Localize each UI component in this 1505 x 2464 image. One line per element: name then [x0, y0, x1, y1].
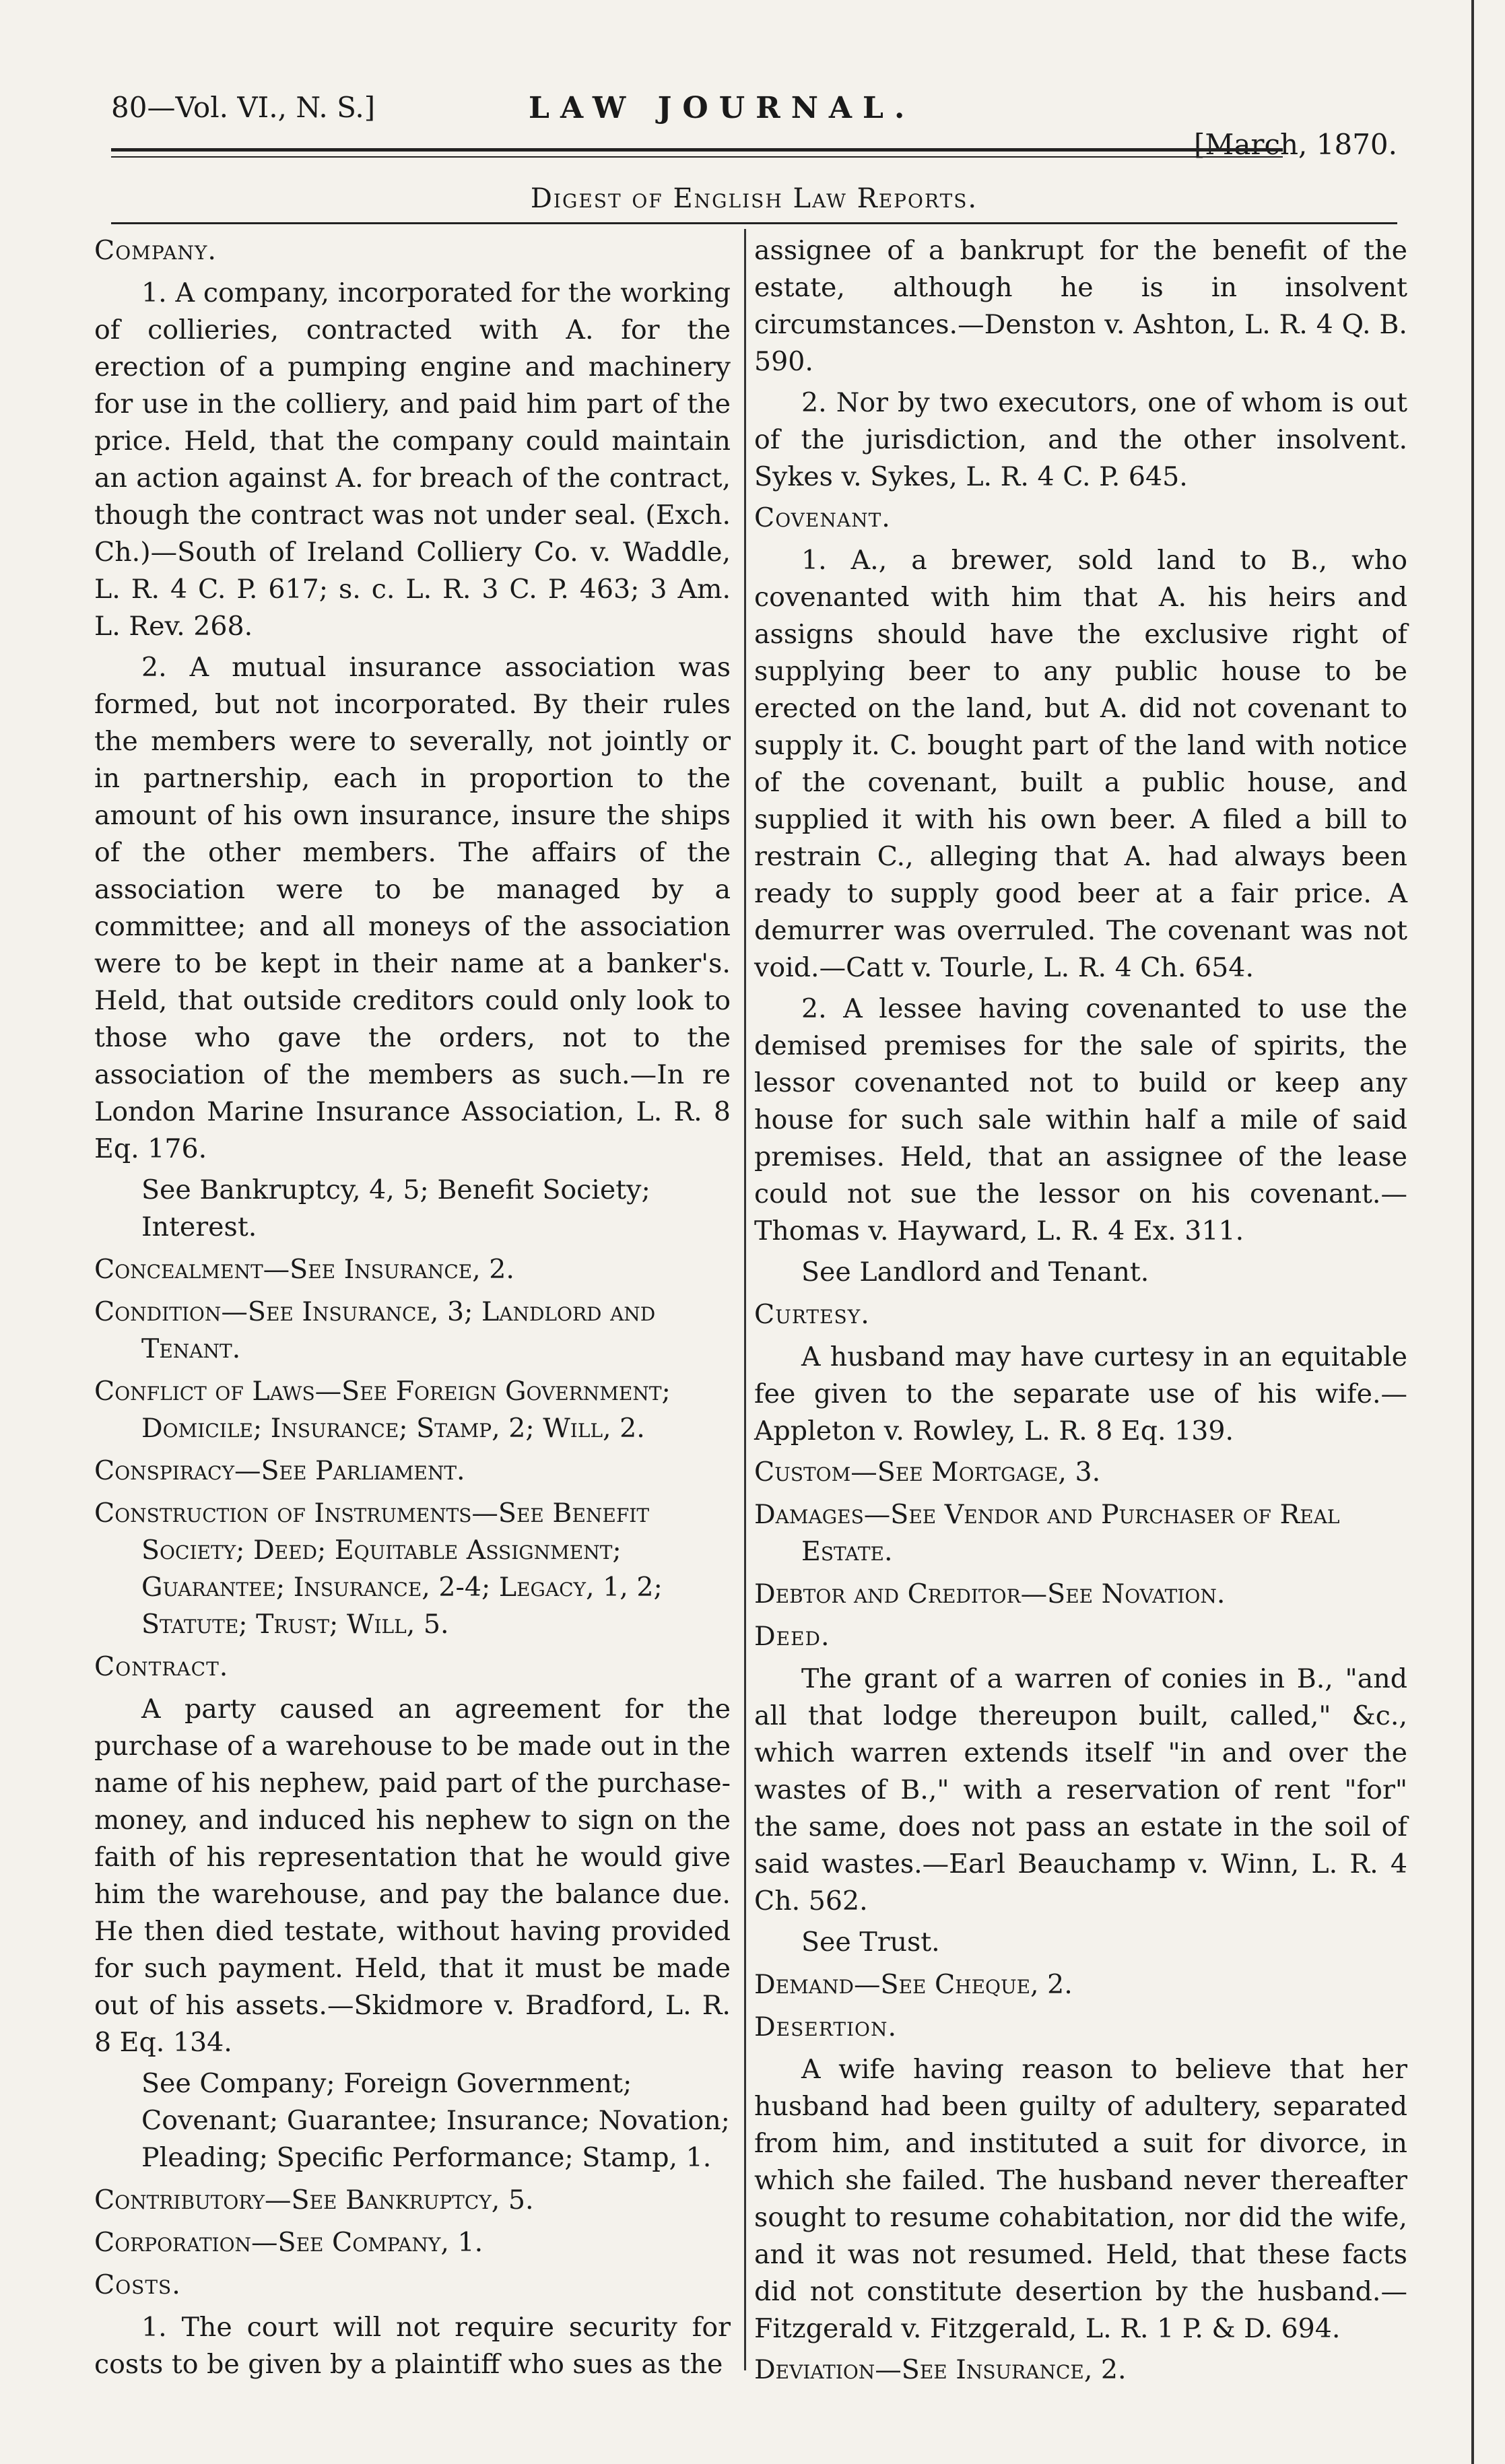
digest-entry: Demand—See Cheque, 2.	[754, 1969, 1073, 2000]
digest-heading: Curtesy.	[754, 1299, 870, 1330]
digest-entry: See Bankruptcy, 4, 5; Benefit Society; Interest.	[141, 1174, 650, 1242]
digest-heading: Company.	[94, 235, 217, 266]
digest-entry: A wife having reason to believe that her husband had been guilty of adultery, separated from him, and instituted a suit for divorce, in which she failed. The husband never thereafter sought to resume cohabitation, nor did the wife, and it was not resumed. Held, that these facts did not constitute desertion by the husband.—Fitzgerald v. Fitzgerald, L. R. 1 P. & D. 694.	[754, 2054, 1407, 2344]
header-date: [March, 1870.	[1193, 128, 1397, 161]
digest-entry: A husband may have curtesy in an equitable fee given to the separate use of his wife.—Appleton v. Rowley, L. R. 8 Eq. 139.	[754, 1341, 1407, 1446]
section-title: Digest of English Law Reports.	[530, 183, 978, 214]
digest-entry: Damages—See Vendor and Purchaser of Real Estate.	[754, 1499, 1340, 1567]
right-column	[754, 232, 1407, 2394]
digest-heading: Costs.	[94, 2269, 181, 2300]
digest-entry: Deviation—See Insurance, 2.	[754, 2354, 1127, 2385]
digest-entry: Corporation—See Company, 1.	[94, 2227, 483, 2258]
digest-entry: 1. A company, incorporated for the working of collieries, contracted with A. for the erection of a pumping engine and machinery for use in the colliery, and paid him part of the price. Held, that the company could maintain an action against A. for breach of the contract, though the contract was not under seal. (Exch. Ch.)—South of Ireland Colliery Co. v. Waddle, L. R. 4 C. P. 617; s. c. L. R. 3 C. P. 463; 3 Am. L. Rev. 268.	[94, 277, 731, 642]
header-rule	[111, 148, 1283, 152]
digest-entry: Construction of Instruments—See Benefit Society; Deed; Equitable Assignment; Guarantee; Insurance, 2-4; Legacy, 1, 2; Statute; Trust; Will, 5.	[94, 1498, 663, 1640]
journal-title: LAW JOURNAL.	[529, 91, 916, 125]
digest-heading: Covenant.	[754, 502, 891, 533]
digest-entry: Conspiracy—See Parliament.	[94, 1455, 465, 1486]
digest-entry: See Company; Foreign Government; Covenant; Guarantee; Insurance; Novation; Pleading; Specific Performance; Stamp, 1.	[141, 2068, 730, 2173]
section-rule	[111, 222, 1397, 224]
digest-entry: 1. A., a brewer, sold land to B., who covenanted with him that A. his heirs and assigns should have the exclusive right of supplying beer to any public house to be erected on the land, but A. did not covenant to supply it. C. bought part of the land with notice of the covenant, built a public house, and supplied it with his own beer. A filed a bill to restrain C., alleging that A. had always been ready to supply good beer at a fair price. A demurrer was overruled. The covenant was not void.—Catt v. Tourle, L. R. 4 Ch. 654.	[754, 545, 1407, 983]
header-volume: 80—Vol. VI., N. S.]	[111, 91, 376, 124]
digest-entry: 2. A lessee having covenanted to use the demised premises for the sale of spirits, the lessor covenanted not to build or keep any house for such sale within half a mile of said premises. Held, that an assignee of the lease could not sue the lessor on his covenant.—Thomas v. Hayward, L. R. 4 Ex. 311.	[754, 993, 1407, 1246]
digest-heading: Desertion.	[754, 2011, 898, 2042]
digest-entry: See Trust.	[801, 1927, 940, 1958]
digest-entry: Condition—See Insurance, 3; Landlord and Tenant.	[94, 1296, 656, 1364]
page-edge	[1471, 0, 1474, 2464]
digest-entry: See Landlord and Tenant.	[801, 1257, 1149, 1288]
digest-entry: Custom—See Mortgage, 3.	[754, 1457, 1101, 1488]
digest-heading: Contract.	[94, 1651, 229, 1682]
digest-entry: The grant of a warren of conies in B., "and all that lodge thereupon built, called," &c., which warren extends itself "in and over the wastes of B.," with a reservation of rent "for" the same, does not pass an estate in the soil of said wastes.—Earl Beauchamp v. Winn, L. R. 4 Ch. 562.	[754, 1663, 1407, 1917]
digest-entry: assignee of a bankrupt for the benefit of the estate, although he is in insolvent circumstances.—Denston v. Ashton, L. R. 4 Q. B. 590.	[754, 235, 1407, 377]
digest-entry: 1. The court will not require security for costs to be given by a plaintiff who sues as the	[94, 2312, 731, 2380]
digest-entry: Debtor and Creditor—See Novation.	[754, 1578, 1226, 1609]
digest-entry: Conflict of Laws—See Foreign Government; Domicile; Insurance; Stamp, 2; Will, 2.	[94, 1376, 671, 1444]
header-rule-thin	[111, 156, 1283, 158]
digest-entry: Contributory—See Bankruptcy, 5.	[94, 2185, 534, 2216]
digest-entry: Concealment—See Insurance, 2.	[94, 1254, 514, 1285]
digest-entry: A party caused an agreement for the purchase of a warehouse to be made out in the name of his nephew, paid part of the purchase-money, and induced his nephew to sign on the faith of his representation that he would give him the warehouse, and pay the balance due. He then died testate, without having provided for such payment. Held, that it must be made out of his assets.—Skidmore v. Bradford, L. R. 8 Eq. 134.	[94, 1694, 731, 2058]
digest-entry: 2. Nor by two executors, one of whom is out of the jurisdiction, and the other insolvent. Sykes v. Sykes, L. R. 4 C. P. 645.	[754, 387, 1407, 492]
digest-entry: 2. A mutual insurance association was formed, but not incorporated. By their rules the members were to severally, not jointly or in partnership, each in proportion to the amount of his own insurance, insure the ships of the other members. The affairs of the association were to be managed by a committee; and all moneys of the association were to be kept in their name at a banker's. Held, that outside creditors could only look to those who gave the orders, not to the association of the members as such.—In re London Marine Insurance Association, L. R. 8 Eq. 176.	[94, 652, 731, 1164]
column-divider	[744, 229, 746, 2370]
digest-heading: Deed.	[754, 1621, 830, 1652]
left-column	[94, 232, 731, 2387]
running-head	[111, 91, 1397, 161]
